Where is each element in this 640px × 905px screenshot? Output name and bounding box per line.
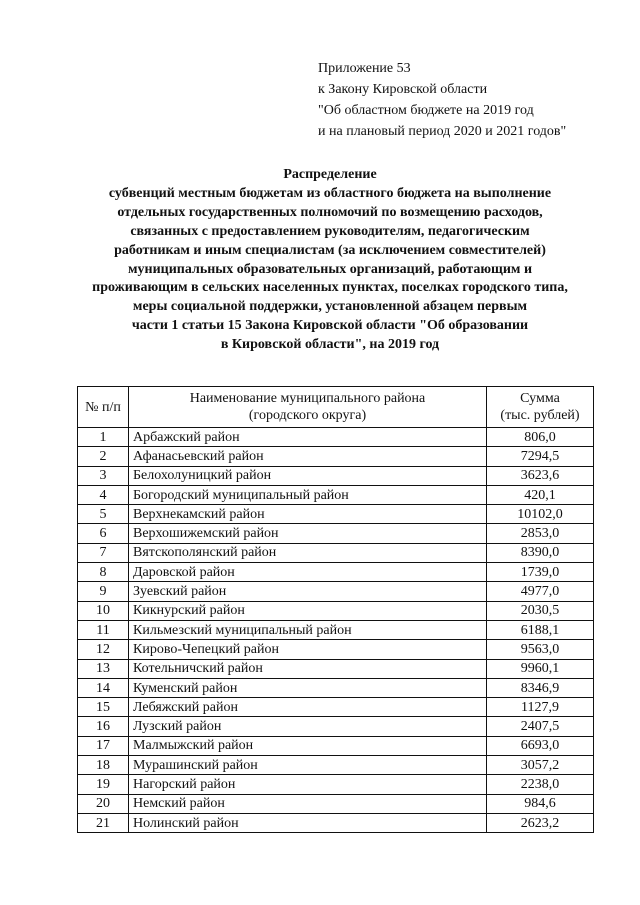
row-district-name: Лузский район (129, 717, 487, 736)
row-sum: 1739,0 (487, 563, 594, 582)
row-district-name: Афанасьевский район (129, 447, 487, 466)
row-district-name: Нагорский район (129, 775, 487, 794)
title-line: связанных с предоставлением руководителям, педагогическим (130, 223, 530, 239)
row-num: 10 (78, 601, 129, 620)
row-district-name: Арбажский район (129, 428, 487, 447)
title-line: проживающим в сельских населенных пунктах, поселках городского типа, (92, 280, 568, 296)
table-row (78, 775, 594, 794)
row-num: 12 (78, 640, 129, 659)
title-line: отдельных государственных полномочий по возмещению расходов, (117, 204, 543, 220)
row-num: 20 (78, 794, 129, 813)
row-num: 18 (78, 756, 129, 775)
header-sum-line1: Сумма (520, 391, 560, 406)
title-line: меры социальной поддержки, установленной абзацем первым (132, 299, 528, 315)
row-district-name: Богородский муниципальный район (129, 485, 487, 504)
table-row (78, 756, 594, 775)
row-district-name: Нолинский район (129, 813, 487, 832)
row-sum: 4977,0 (487, 582, 594, 601)
row-district-name: Кирово-Чепецкий район (129, 640, 487, 659)
header-num: № п/п (78, 387, 129, 428)
row-num: 5 (78, 505, 129, 524)
row-sum: 2030,5 (487, 601, 594, 620)
table-row (78, 601, 594, 620)
row-num: 3 (78, 466, 129, 485)
table-row (78, 698, 594, 717)
header-name (129, 387, 487, 428)
row-num: 19 (78, 775, 129, 794)
subvention-table (77, 386, 594, 833)
table-row (78, 543, 594, 562)
row-sum: 420,1 (487, 485, 594, 504)
row-sum: 6188,1 (487, 620, 594, 639)
row-district-name: Кикнурский район (129, 601, 487, 620)
row-district-name: Зуевский район (129, 582, 487, 601)
table-row (78, 428, 594, 447)
row-sum: 8346,9 (487, 678, 594, 697)
row-sum: 6693,0 (487, 736, 594, 755)
row-district-name: Кильмезский муниципальный район (129, 620, 487, 639)
row-district-name: Мурашинский район (129, 756, 487, 775)
row-sum: 1127,9 (487, 698, 594, 717)
row-district-name: Немский район (129, 794, 487, 813)
row-sum: 7294,5 (487, 447, 594, 466)
row-sum: 3623,6 (487, 466, 594, 485)
row-district-name: Верхошижемский район (129, 524, 487, 543)
appendix-line: Приложение 53 (318, 61, 411, 76)
title-line: в Кировской области", на 2019 год (220, 337, 440, 353)
row-district-name: Куменский район (129, 678, 487, 697)
row-sum: 2407,5 (487, 717, 594, 736)
header-sum-line2: (тыс. рублей) (500, 408, 580, 423)
header-name-line1: Наименование муниципального района (189, 391, 426, 406)
table-row (78, 505, 594, 524)
row-num: 16 (78, 717, 129, 736)
document-title (60, 166, 600, 355)
row-district-name: Даровской район (129, 563, 487, 582)
row-num: 7 (78, 543, 129, 562)
row-num: 6 (78, 524, 129, 543)
appendix-line: и на плановый период 2020 и 2021 годов" (318, 124, 567, 139)
table-row (78, 678, 594, 697)
row-district-name: Вятскополянский район (129, 543, 487, 562)
table-row (78, 447, 594, 466)
row-sum: 9563,0 (487, 640, 594, 659)
header-sum (487, 387, 594, 428)
row-sum: 9960,1 (487, 659, 594, 678)
row-num: 4 (78, 485, 129, 504)
row-sum: 3057,2 (487, 756, 594, 775)
title-line: субвенций местным бюджетам из областного бюджета на выполнение (108, 185, 552, 201)
table-row (78, 717, 594, 736)
appendix-note (318, 58, 566, 142)
table-header-row (78, 387, 594, 428)
row-num: 13 (78, 659, 129, 678)
title-line: Распределение (283, 167, 377, 182)
table-row (78, 620, 594, 639)
row-num: 17 (78, 736, 129, 755)
row-sum: 2623,2 (487, 813, 594, 832)
table-row (78, 563, 594, 582)
row-sum: 984,6 (487, 794, 594, 813)
row-num: 21 (78, 813, 129, 832)
title-line: работникам и иным специалистам (за исключением совместителей) (114, 242, 546, 258)
row-num: 9 (78, 582, 129, 601)
table-row (78, 524, 594, 543)
table-row (78, 659, 594, 678)
row-num: 15 (78, 698, 129, 717)
appendix-line: к Закону Кировской области (318, 82, 488, 97)
row-district-name: Котельничский район (129, 659, 487, 678)
table-body (78, 428, 594, 833)
row-sum: 8390,0 (487, 543, 594, 562)
table-row (78, 640, 594, 659)
title-line: части 1 статьи 15 Закона Кировской области "Об образовании (131, 318, 529, 334)
appendix-line: "Об областном бюджете на 2019 год (318, 103, 534, 118)
table-row (78, 485, 594, 504)
row-num: 14 (78, 678, 129, 697)
row-sum: 806,0 (487, 428, 594, 447)
row-sum: 2853,0 (487, 524, 594, 543)
table-row (78, 582, 594, 601)
title-line: муниципальных образовательных организаций, работающим и (127, 261, 533, 277)
row-sum: 2238,0 (487, 775, 594, 794)
table-row (78, 736, 594, 755)
row-sum: 10102,0 (487, 505, 594, 524)
row-district-name: Малмыжский район (129, 736, 487, 755)
row-district-name: Лебяжский район (129, 698, 487, 717)
row-num: 2 (78, 447, 129, 466)
row-district-name: Белохолуницкий район (129, 466, 487, 485)
table-row (78, 466, 594, 485)
row-num: 11 (78, 620, 129, 639)
row-num: 1 (78, 428, 129, 447)
header-name-line2: (городского округа) (248, 408, 367, 423)
row-num: 8 (78, 563, 129, 582)
table-row (78, 794, 594, 813)
table-row (78, 813, 594, 832)
row-district-name: Верхнекамский район (129, 505, 487, 524)
